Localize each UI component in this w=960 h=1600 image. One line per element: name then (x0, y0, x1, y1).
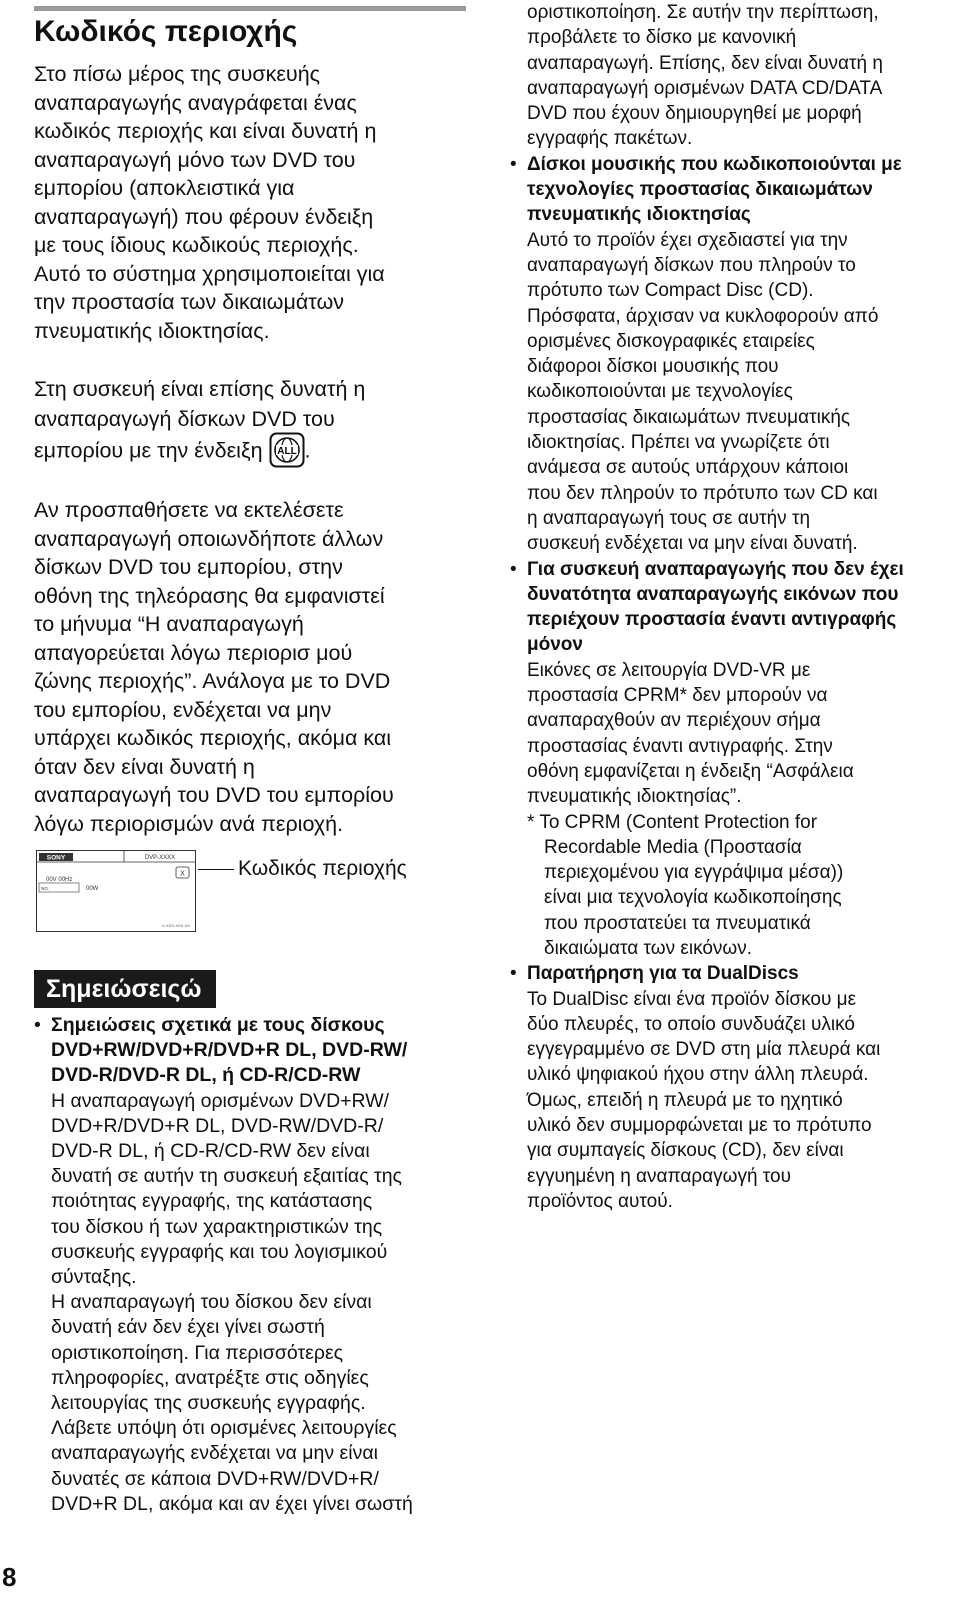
note-text-line (510, 1189, 904, 1214)
note-text-line (510, 1012, 904, 1037)
note-heading-line (510, 152, 904, 177)
note-text: μόνον (527, 634, 583, 656)
label-region-mark: X (180, 870, 185, 878)
left-notes (34, 1013, 413, 1517)
note-text-line (510, 25, 904, 50)
note-text: προβάλετε το δίσκο με κανονική (527, 27, 797, 49)
top-rule (34, 6, 466, 11)
note-text: DVD-R DL, ή CD-R/CD-RW δεν είναι (51, 1140, 370, 1163)
notes-title: Σημειώσειςώ (34, 970, 216, 1008)
note-text: DVD-R/DVD-R DL, ή CD-R/CD-RW (51, 1064, 361, 1087)
restriction-line: υπάρχει κωδικός περιοχής, ακόμα και (34, 726, 392, 750)
note-text: Παρατήρηση για τα DualDiscs (527, 963, 799, 985)
note-heading-line (510, 632, 904, 657)
note-text: Για συσκευή αναπαραγωγής που δεν έχει (527, 558, 904, 580)
note-text: εγγυημένη η αναπαραγωγή του (527, 1165, 791, 1187)
note-text: αναπαραγωγή δίσκων που πληρούν το (527, 254, 856, 276)
restriction-line: λόγω περιορισμών ανά περιοχή. (34, 811, 344, 836)
note-text-line (510, 531, 904, 556)
note-text: Το DualDisc είναι ένα προϊόν δίσκου με (527, 988, 857, 1010)
page-heading: Κωδικός περιοχής (34, 15, 298, 48)
note-heading-line (34, 1013, 413, 1038)
intro-line: πνευματικής ιδιοκτησίας. (34, 318, 270, 343)
note-text-line (510, 455, 904, 480)
note-text: DVD που έχουν δημιουργηθεί με μορφή (527, 103, 862, 125)
note-text: περιέχουν προστασία έναντι αντιγραφής (527, 609, 897, 631)
note-text: πνευματικής ιδιοκτησίας (527, 204, 751, 226)
restriction-line: δίσκων DVD του εμπορίου, στην (34, 555, 343, 579)
note-text-line (510, 734, 904, 759)
note-text: ορισμένες δισκογραφικές εταιρείες (527, 330, 815, 352)
note-heading-line (34, 1063, 413, 1088)
restriction-line: απαγορεύεται λόγω περιορισ μού (34, 640, 353, 665)
note-text-line (34, 1366, 413, 1391)
label-model: DVP-XXXX (144, 855, 176, 861)
restriction-line: αναπαραγωγή του DVD του εμπορίου (34, 783, 394, 807)
note-text-line (510, 1062, 904, 1087)
note-text-line (510, 101, 904, 126)
note-text: DVD+RW/DVD+R/DVD+R DL, DVD-RW/ (51, 1039, 408, 1062)
note-text: δύο πλευρές, το οποίο συνδυάζει υλικό (527, 1013, 855, 1035)
note-text: προστασίας έναντι αντιγραφής. Στην (527, 735, 833, 757)
note-text-line (510, 1037, 904, 1062)
intro-line: Αυτό το σύστημα χρησιμοποιείται για (34, 261, 385, 286)
note-text-line (510, 329, 904, 354)
note-text-line (510, 885, 904, 910)
note-text: πληροφορίες, ανατρέξτε στις οδηγίες (51, 1366, 369, 1389)
intro-line: την προστασία των δικαιωμάτων (34, 290, 344, 314)
note-text: που δεν πληρούν το πρότυπο των CD και (527, 482, 878, 504)
note-text: οριστικοποίηση. Για περισσότερες (51, 1341, 344, 1364)
note-heading-line (510, 177, 904, 202)
label-voltage: 00V 00Hz (46, 877, 73, 883)
bullet-icon: • (510, 558, 517, 580)
restriction-line: αναπαραγωγή οποιωνδήποτε άλλων (34, 526, 384, 551)
note-text-line (510, 759, 904, 784)
label-watt: 00W (86, 886, 99, 892)
all-icon-text: ALL (276, 446, 297, 457)
restriction-line: Αν προσπαθήσετε να εκτελέσετε (34, 498, 344, 522)
label-serial: X-XXX-XXX-XX (161, 923, 190, 928)
restriction-line: του εμπορίου, ενδέχεται να μην (34, 697, 332, 722)
note-text-line (34, 1391, 413, 1416)
note-heading-line (34, 1038, 413, 1063)
all-para-line: αναπαραγωγή δίσκων DVD του (34, 407, 335, 431)
note-text-line (34, 1265, 413, 1290)
note-text-line (510, 1138, 904, 1163)
bullet-icon: • (34, 1014, 41, 1036)
globe-all-icon (269, 432, 305, 468)
all-para-end: . (304, 438, 311, 463)
note-text-line (510, 0, 904, 25)
bullet-icon: • (510, 153, 517, 175)
note-text-line (510, 126, 904, 151)
all-para-line (34, 434, 474, 470)
restriction-line: ζώνης περιοχής”. Ανάλογα με το DVD (34, 669, 391, 693)
note-text: για συμπαγείς δίσκους (CD), δεν είναι (527, 1140, 844, 1162)
note-text: δυνατές σε κάποια DVD+RW/DVD+R/ (51, 1467, 379, 1490)
note-text: εγγραφής πακέτων. (527, 128, 693, 150)
restriction-paragraph (34, 496, 474, 838)
note-text: πρότυπο των Compact Disc (CD). (527, 280, 814, 302)
restriction-line: το μήνυμα “Η αναπαραγωγή (34, 612, 304, 636)
intro-line: κωδικός περιοχής και είναι δυνατή η (34, 119, 377, 143)
note-text: Σημειώσεις σχετικά με τους δίσκους (51, 1014, 385, 1036)
note-text: οθόνη εμφανίζεται η ένδειξη “Ασφάλεια (527, 760, 854, 782)
intro-line: εμπορίου (αποκλειστικά για (34, 176, 295, 200)
note-heading-line (510, 557, 904, 582)
note-text-line (34, 1240, 413, 1265)
note-text-line (510, 354, 904, 379)
note-text: ποιότητας εγγραφής, της κατάστασης (51, 1190, 373, 1213)
label-brand: SONY (46, 854, 66, 862)
note-text-line (34, 1189, 413, 1214)
note-text-line (34, 1114, 413, 1139)
note-text: Η αναπαραγωγή ορισμένων DVD+RW/ (51, 1089, 390, 1112)
note-text: Πρόσφατα, άρχισαν να κυκλοφορούν από (527, 305, 879, 327)
note-text: δικαιώματα των εικόνων. (544, 937, 753, 959)
note-text: εγγεγραμμένο σε DVD στη μία πλευρά και (527, 1039, 881, 1061)
note-text: αναπαραγωγή ορισμένων DATA CD/DATA (527, 77, 883, 99)
right-notes (510, 0, 904, 1214)
note-text: Εικόνες σε λειτουργία DVD-VR με (527, 659, 811, 681)
all-para-last-text: εμπορίου με την ένδειξη (34, 438, 263, 463)
note-text: Δίσκοι μουσικής που κωδικοποιούνται με (527, 153, 902, 175)
note-text: * To CPRM (Content Protection for (527, 811, 818, 833)
note-text: λειτουργίας της συσκευής εγγραφής. (51, 1392, 366, 1415)
note-text: αναπαραγωγής ενδέχεται να μην είναι (51, 1442, 378, 1465)
note-text: διάφοροι δίσκοι μουσικής που (527, 356, 779, 378)
note-text-line (510, 708, 904, 733)
note-text: τεχνολογίες προστασίας δικαιωμάτων (527, 179, 873, 201)
intro-line: αναπαραγωγή) που φέρουν ένδειξη (34, 204, 374, 229)
note-heading-line (510, 961, 904, 986)
note-text-line (34, 1441, 413, 1466)
note-text-line (34, 1215, 413, 1240)
note-text-line (510, 987, 904, 1012)
note-text-line (34, 1290, 413, 1315)
note-text-line (510, 860, 904, 885)
note-text-line (34, 1089, 413, 1114)
note-text-line (34, 1467, 413, 1492)
intro-line: αναπαραγωγή μόνο των DVD του (34, 147, 356, 172)
note-text-line (34, 1492, 413, 1517)
note-text: αναπαραχθούν αν περιέχουν σήμα (527, 710, 821, 732)
note-heading-line (510, 582, 904, 607)
note-text-line (510, 784, 904, 809)
note-text-line (510, 304, 904, 329)
note-text: Αυτό το προϊόν έχει σχεδιαστεί για την (527, 229, 848, 251)
note-text-line (510, 481, 904, 506)
note-text-line (510, 430, 904, 455)
note-text: είναι μια τεχνολογία κωδικοποίησης (544, 887, 842, 909)
note-text: συσκευής εγγραφής και του λογισμικού (51, 1240, 388, 1263)
note-text: του δίσκου ή των χαρακτηριστικών της (51, 1215, 383, 1238)
note-heading-line (510, 607, 904, 632)
note-text: σύνταξης. (51, 1266, 137, 1289)
note-text-line (34, 1341, 413, 1366)
intro-line: Στο πίσω μέρος της συσκευής (34, 62, 321, 86)
note-text-line (510, 506, 904, 531)
bullet-icon: • (510, 963, 517, 985)
intro-paragraph (34, 60, 474, 345)
note-text: η αναπαραγωγή τους σε αυτήν τη (527, 507, 811, 529)
note-text: δυνατή σε αυτήν τη συσκευή εξαιτίας της (51, 1165, 402, 1188)
note-text: Όμως, επειδή η πλευρά με το ηχητικό (527, 1089, 843, 1111)
note-text: Recordable Media (Προστασία (544, 836, 802, 858)
note-text: δυνατή εάν δεν έχει γίνει σωστή (51, 1316, 325, 1339)
note-text-line (510, 76, 904, 101)
note-text-line (510, 658, 904, 683)
note-text: ιδιοκτησίας. Πρέπει να γνωρίζετε ότι (527, 432, 830, 454)
restriction-line: οθόνη της τηλεόρασης θα εμφανιστεί (34, 583, 385, 608)
note-text: προϊόντος αυτού. (527, 1190, 673, 1212)
note-text-line (510, 683, 904, 708)
note-text: περιεχομένου για εγγράψιμα μέσα)) (544, 862, 844, 884)
note-text: Η αναπαραγωγή του δίσκου δεν είναι (51, 1291, 372, 1314)
region-code-label: Κωδικός περιοχής (238, 857, 407, 880)
note-text-line (34, 1416, 413, 1441)
note-text-line (510, 253, 904, 278)
note-text-line (510, 936, 904, 961)
callout-line (198, 869, 234, 870)
note-text: προστασία CPRM* δεν μπορούν να (527, 685, 828, 707)
note-text-line (34, 1139, 413, 1164)
note-text-line (510, 1113, 904, 1138)
note-text: υλικό δεν συμμορφώνεται με το πρότυπο (527, 1115, 872, 1137)
note-text-line (510, 810, 904, 835)
note-text: ανάμεσα σε αυτούς υπάρχουν κάποιοι (527, 457, 849, 479)
note-text-line (34, 1164, 413, 1189)
all-region-paragraph (34, 374, 474, 470)
intro-line: αναπαραγωγής αναγράφεται ένας (34, 90, 357, 115)
all-para-line: Στη συσκευή είναι επίσης δυνατή η (34, 377, 366, 401)
note-text: κωδικοποιούνται με τεχνολογίες (527, 381, 793, 403)
note-text: που προστατεύει τα πνευματικά (544, 912, 811, 934)
note-text-line (34, 1315, 413, 1340)
note-text-line (510, 1164, 904, 1189)
intro-line: με τους ίδιους κωδικούς περιοχής. (34, 233, 359, 257)
note-text: DVD+R/DVD+R DL, DVD-RW/DVD-R/ (51, 1114, 384, 1137)
note-text-line (510, 911, 904, 936)
note-text: οριστικοποίηση. Σε αυτήν την περίπτωση, (527, 2, 879, 23)
note-text-line (510, 835, 904, 860)
note-text-line (510, 379, 904, 404)
note-text-line (510, 228, 904, 253)
note-text: υλικό ψηφιακού ήχου στην άλλη πλευρά. (527, 1064, 869, 1086)
note-text: προστασίας δικαιωμάτων πνευματικής (527, 406, 851, 428)
restriction-line: όταν δεν είναι δυνατή η (34, 754, 255, 779)
note-text: αναπαραγωγή. Επίσης, δεν είναι δυνατή η (527, 52, 883, 74)
note-text: Λάβετε υπόψη ότι ορισμένες λειτουργίες (51, 1417, 397, 1440)
note-text: πνευματικής ιδιοκτησίας”. (527, 786, 742, 808)
note-heading-line (510, 202, 904, 227)
label-box: NO. (41, 886, 50, 891)
note-text-line (510, 405, 904, 430)
note-text: δυνατότητα αναπαραγωγής εικόνων που (527, 583, 899, 605)
page-number: 8 (2, 1562, 17, 1592)
note-text-line (510, 1088, 904, 1113)
note-text-line (510, 278, 904, 303)
rear-label-diagram (36, 850, 196, 932)
note-text: συσκευή ενδέχεται να μην είναι δυνατή. (527, 533, 858, 555)
note-text-line (510, 51, 904, 76)
note-text: DVD+R DL, ακόμα και αν έχει γίνει σωστή (51, 1492, 413, 1515)
